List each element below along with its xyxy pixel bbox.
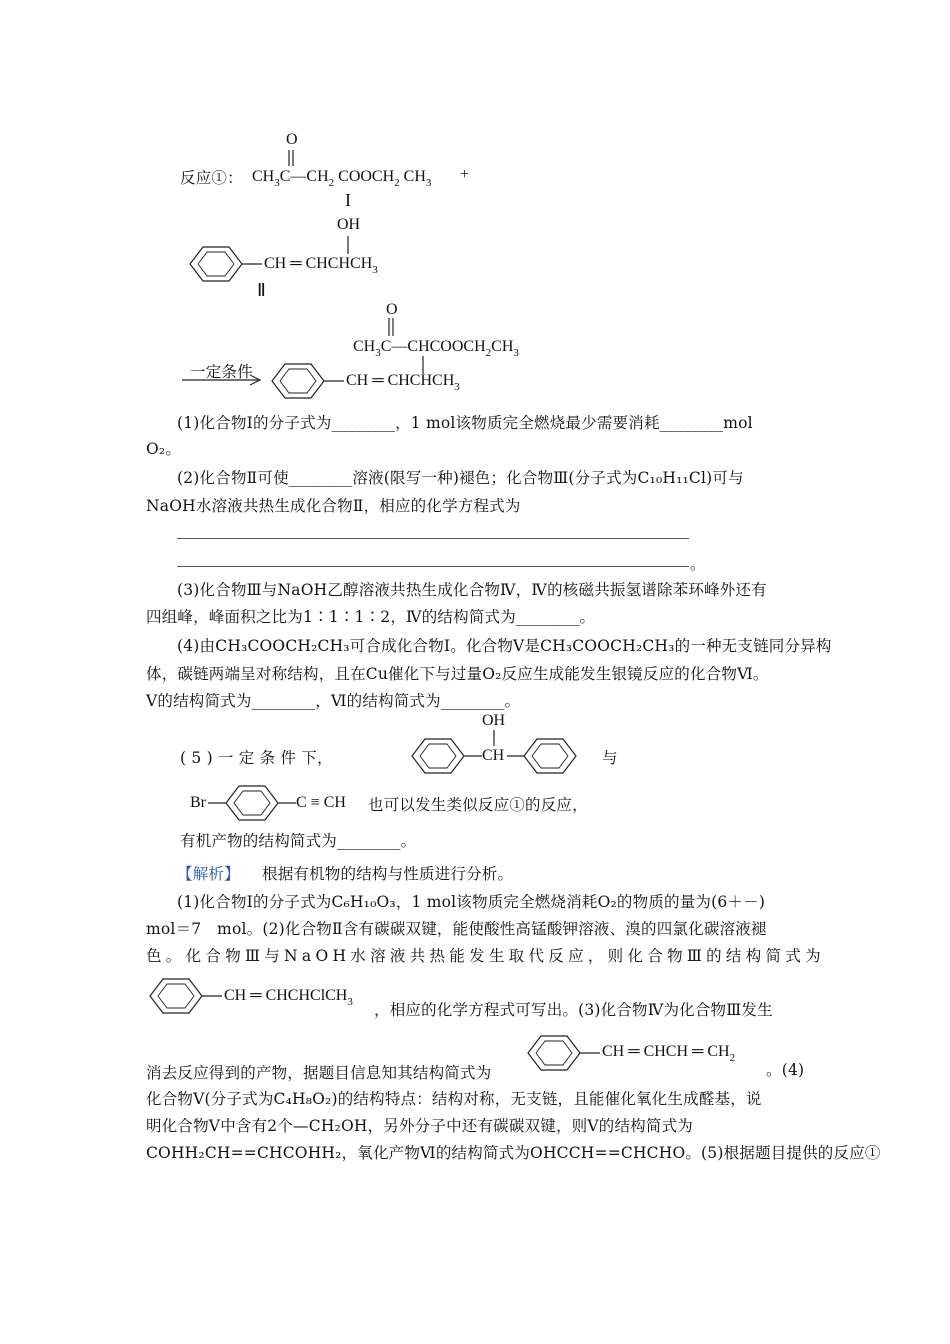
question-4: (4)由CH₃COOCH₂CH₃可合成化合物Ⅰ。化合物Ⅴ是CH₃COOCH₂CH₃的一种无支链同分异构 xyxy=(177,637,832,655)
question-5-cont: 也可以发生类似反应①的反应， xyxy=(368,796,588,814)
analysis-line-8: COHH₂CH==CHCOHH₂，氧化产物Ⅵ的结构简式为OHCCH==CHCHO。(5)根据题目提供的反应① xyxy=(146,1144,881,1162)
q5-and: 与 xyxy=(602,749,618,767)
question-1: (1)化合物Ⅰ的分子式为________，1 mol该物质完全燃烧最少需要消耗________mol xyxy=(177,414,753,432)
compound2-numeral: Ⅱ xyxy=(257,280,266,300)
q5-oh: OH xyxy=(482,712,506,729)
answer-line-2 xyxy=(177,566,689,567)
q5-ch: CH xyxy=(482,747,505,764)
analysis-tag: 【解析】 xyxy=(177,865,240,883)
answer-line-period: 。 xyxy=(690,555,706,573)
analysis-line-4: ，相应的化学方程式可写出。(3)化合物Ⅳ为化合物Ⅲ发生 xyxy=(374,1001,773,1019)
compound1-numeral: I xyxy=(345,190,351,210)
product-oxygen: O xyxy=(386,301,398,318)
compound1-formula: $CH_3C—CH_2$ $COOCH_2$ $CH_3$ xyxy=(252,168,432,189)
plus-sign: + xyxy=(460,166,470,183)
analysis-line-7: 明化合物Ⅴ中含有2个—CH₂OH，另外分子中还有碳碳双键，则Ⅴ的结构简式为 xyxy=(146,1117,693,1135)
analysis-intro: 根据有机物的结构与性质进行分析。 xyxy=(262,865,514,883)
question-4-cont2: Ⅴ的结构简式为________，Ⅵ的结构简式为________。 xyxy=(146,692,521,710)
question-1-cont: O₂。 xyxy=(146,440,182,458)
compound2-formula: CH ═ $CHCHCH_3$ xyxy=(264,255,378,276)
compound2-oh: OH xyxy=(337,216,361,233)
answer-line-1 xyxy=(177,538,689,539)
analysis-line-5: 消去反应得到的产物，据题目信息知其结构简式为 xyxy=(146,1064,492,1082)
reaction-label: 反应①： xyxy=(180,169,243,187)
analysis-structure-1: CH ═ CHCHClCH$_3$ xyxy=(224,987,353,1008)
analysis-structure-2: CH ═ CHCH ═ $CH_2$ xyxy=(602,1043,736,1064)
arrow-condition: 一定条件 xyxy=(190,363,253,381)
analysis-line-1: (1)化合物Ⅰ的分子式为C₆H₁₀O₃，1 mol该物质完全燃烧消耗O₂的物质的量为(6＋－) xyxy=(177,893,766,911)
question-5-cont2: 有机产物的结构简式为________。 xyxy=(180,832,417,850)
question-3: (3)化合物Ⅲ与NaOH乙醇溶液共热生成化合物Ⅳ，Ⅳ的核磁共振氢谱除苯环峰外还有 xyxy=(177,581,767,599)
product-top-chain: $CH_3C—CHCOOCH_2CH_3$ xyxy=(353,338,519,359)
q5-alkyne: C ≡ CH xyxy=(296,794,346,811)
analysis-line-6: 化合物Ⅴ(分子式为C₄H₈O₂)的结构特点：结构对称，无支链，且能催化氧化生成醛基，说 xyxy=(146,1090,762,1108)
question-4-cont: 体，碳链两端呈对称结构，且在Cu催化下与过量O₂反应生成能发生银镜反应的化合物Ⅵ。 xyxy=(146,665,769,683)
question-2-cont: NaOH水溶液共热生成化合物Ⅱ，相应的化学方程式为 xyxy=(146,497,521,515)
analysis-line-5-end: 。(4) xyxy=(766,1061,805,1079)
question-2: (2)化合物Ⅱ可使________溶液(限写一种)褪色；化合物Ⅲ(分子式为C₁₀H₁₁Cl)可与 xyxy=(177,469,744,487)
product-bottom-chain: CH ═ $CHCHCH_3$ xyxy=(346,372,460,393)
analysis-line-2: mol＝7 mol。(2)化合物Ⅱ含有碳碳双键，能使酸性高锰酸钾溶液、溴的四氯化碳溶液褪 xyxy=(146,920,767,938)
q5-br: Br xyxy=(190,794,206,811)
question-3-cont: 四组峰，峰面积之比为1∶1∶1∶2，Ⅳ的结构简式为________。 xyxy=(146,608,596,626)
compound1-oxygen: O xyxy=(286,131,298,148)
analysis-line-3: 色。化合物Ⅲ与NaOH水溶液共热能发生取代反应，则化合物Ⅲ的结构简式为 xyxy=(146,947,825,965)
question-5: ( 5 ) 一 定 条 件 下， xyxy=(180,749,333,767)
